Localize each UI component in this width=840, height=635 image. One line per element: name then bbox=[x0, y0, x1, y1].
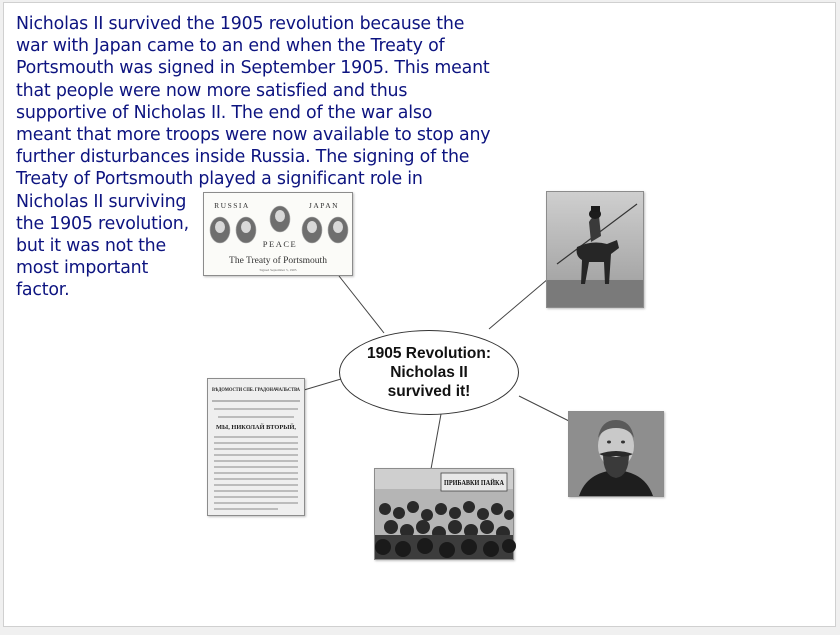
treaty-japan-label: JAPAN bbox=[308, 201, 340, 210]
paragraph-line: most important bbox=[16, 258, 149, 279]
paragraph-line: Treaty of Portsmouth played a significant role in bbox=[16, 169, 423, 190]
paragraph-line: but it was not the bbox=[16, 236, 167, 257]
center-topic-ellipse[interactable] bbox=[339, 330, 519, 415]
slide-canvas bbox=[3, 2, 836, 627]
center-topic-line-3: survived it! bbox=[387, 383, 471, 400]
center-topic-line-2: Nicholas II bbox=[390, 364, 468, 381]
cossack-horseman-image[interactable] bbox=[546, 191, 644, 308]
stolypin-portrait-image[interactable] bbox=[568, 411, 664, 497]
crowd-protest-image[interactable] bbox=[374, 468, 514, 560]
connector-newspaper bbox=[304, 379, 341, 390]
connector-crowd bbox=[431, 414, 441, 469]
paragraph-line: Portsmouth was signed in September 1905. This meant bbox=[16, 58, 490, 79]
paragraph-line: that people were now more satisfied and thus bbox=[16, 80, 408, 101]
paragraph-line: further disturbances inside Russia. The signing of the bbox=[16, 147, 470, 168]
connector-stolypin bbox=[519, 396, 569, 421]
paragraph-line: the 1905 revolution, bbox=[16, 213, 189, 234]
crowd-banner-text: ПРИБАВКИ ПАЙКА bbox=[444, 479, 504, 487]
treaty-caption: The Treaty of Portsmouth bbox=[229, 256, 327, 266]
newspaper-headline: МЫ, НИКОЛАЙ ВТОРЫЙ, bbox=[216, 424, 298, 431]
paragraph-line: Nicholas II survived the 1905 revolution because the bbox=[16, 14, 465, 34]
paragraph-line: war with Japan came to an end when the Treaty of bbox=[16, 36, 445, 57]
treaty-russia-label: RUSSIA bbox=[214, 201, 250, 210]
treaty-sub-caption: Signed September 5, 1905 bbox=[259, 268, 297, 272]
paragraph-line: meant that more troops were now available to stop any bbox=[16, 125, 491, 146]
paragraph-line: Nicholas II surviving bbox=[16, 191, 187, 212]
center-topic-line-1: 1905 Revolution: bbox=[366, 345, 492, 362]
treaty-peace-label: PEACE bbox=[262, 239, 298, 249]
newspaper-masthead: ВѢДОМОСТИ СПБ. ГРАДОНАЧАЛЬСТВА bbox=[212, 387, 301, 393]
paragraph-line: supportive of Nicholas II. The end of the war also bbox=[16, 102, 433, 123]
paragraph-line: factor. bbox=[16, 280, 70, 301]
treaty-of-portsmouth-image[interactable] bbox=[203, 192, 353, 276]
newspaper-manifesto-image[interactable] bbox=[207, 378, 305, 516]
